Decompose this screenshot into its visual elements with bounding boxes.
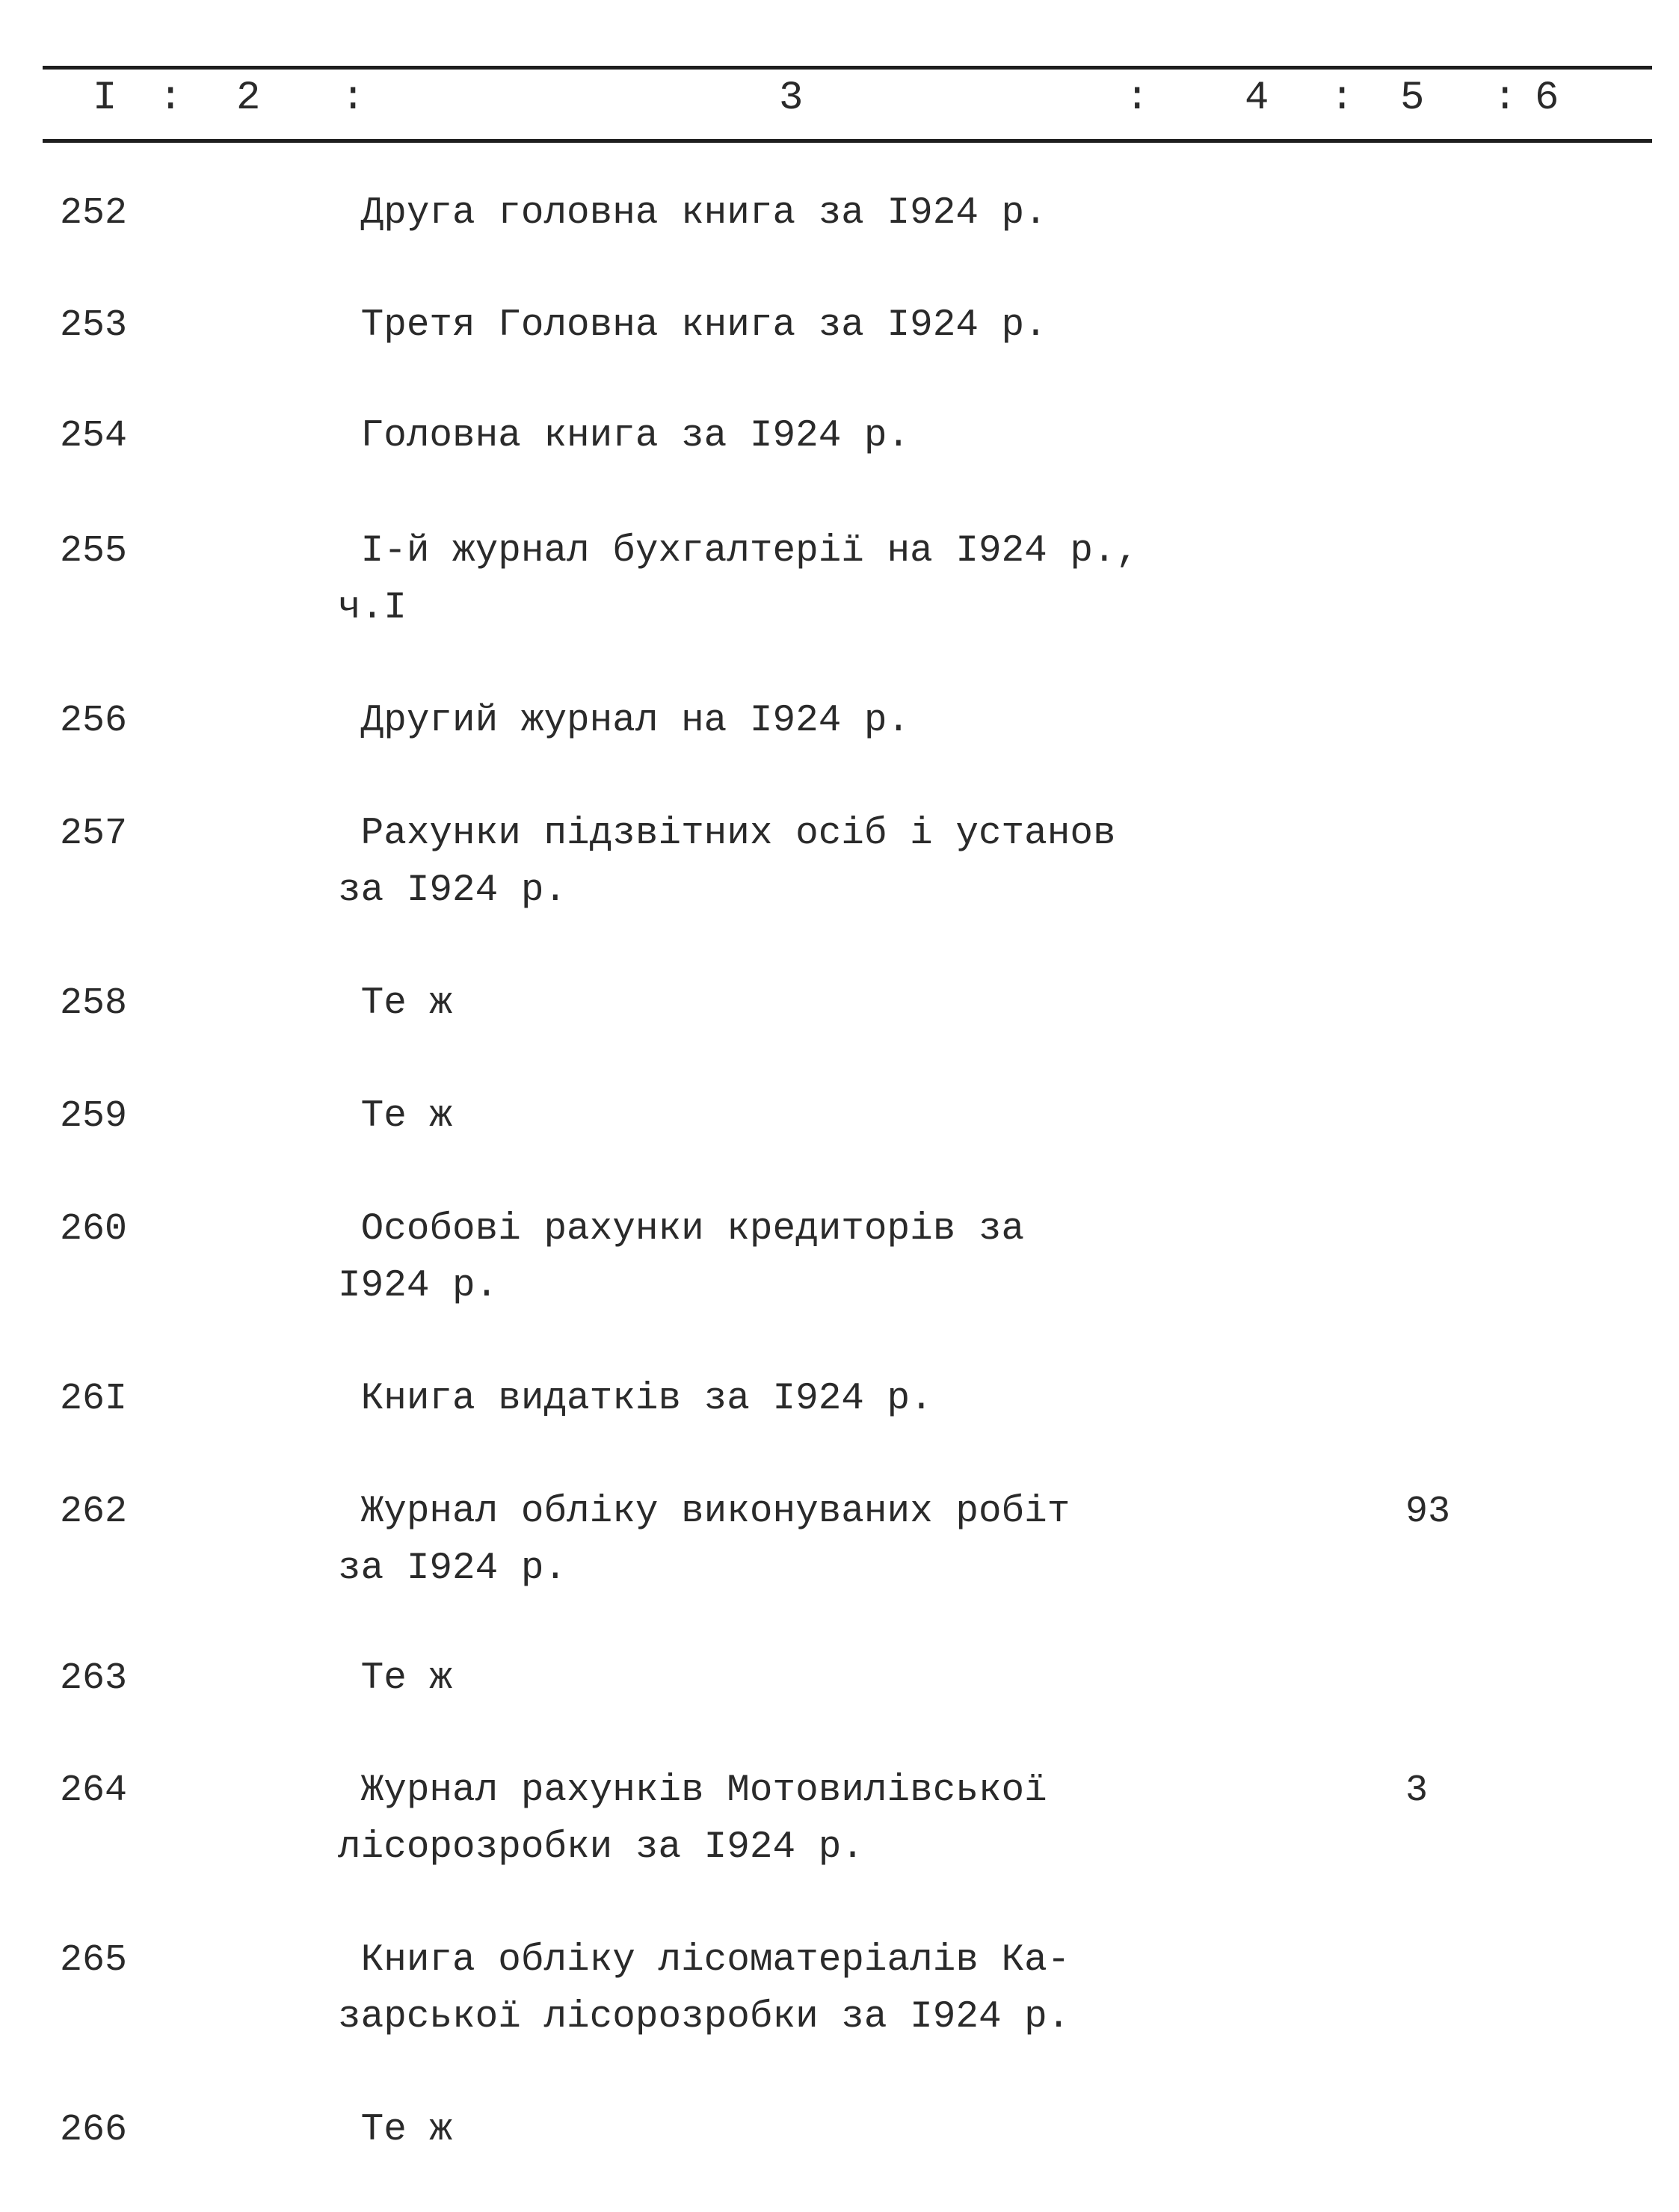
item-number: 264 bbox=[60, 1769, 128, 1812]
item-number: 26I bbox=[60, 1378, 128, 1420]
item-number: 265 bbox=[60, 1939, 128, 1982]
item-description: Журнал обліку виконуваних робіт за I924 р. bbox=[338, 1491, 1070, 1590]
item-number: 257 bbox=[60, 813, 128, 855]
item-number: 266 bbox=[60, 2109, 128, 2151]
header-col-3: 3 bbox=[779, 76, 804, 121]
header-col-6: 6 bbox=[1535, 76, 1559, 121]
item-description: Журнал рахунків Мотовилівської лісорозробки за I924 р. bbox=[338, 1769, 1047, 1869]
item-sheet-count: 93 bbox=[1405, 1491, 1451, 1533]
header-top-rule bbox=[43, 66, 1652, 70]
item-description: Друга головна книга за I924 р. bbox=[338, 192, 1047, 235]
header-separator: : bbox=[341, 76, 366, 121]
item-number: 259 bbox=[60, 1095, 128, 1138]
header-separator: : bbox=[1125, 76, 1150, 121]
item-number: 252 bbox=[60, 192, 128, 235]
item-description: Головна книга за I924 р. bbox=[338, 415, 911, 458]
header-separator: : bbox=[1330, 76, 1355, 121]
header-col-1: I bbox=[93, 76, 117, 121]
header-separator: : bbox=[158, 76, 183, 121]
item-description: Те ж bbox=[338, 1095, 453, 1138]
header-separator: : bbox=[1493, 76, 1518, 121]
item-number: 256 bbox=[60, 700, 128, 742]
item-number: 255 bbox=[60, 530, 128, 573]
item-number: 258 bbox=[60, 982, 128, 1025]
item-description: Книга видатків за I924 р. bbox=[338, 1378, 933, 1420]
item-number: 253 bbox=[60, 304, 128, 347]
item-description: Третя Головна книга за I924 р. bbox=[338, 304, 1047, 347]
header-col-5: 5 bbox=[1400, 76, 1425, 121]
header-col-4: 4 bbox=[1245, 76, 1269, 121]
item-number: 260 bbox=[60, 1208, 128, 1251]
item-description: Те ж bbox=[338, 2109, 453, 2151]
item-description: I-й журнал бухгалтерії на I924 р., ч.I bbox=[338, 530, 1139, 629]
header-col-2: 2 bbox=[236, 76, 261, 121]
item-description: Рахунки підзвітних осіб і установ за I924 р. bbox=[338, 813, 1116, 912]
item-number: 263 bbox=[60, 1657, 128, 1700]
item-number: 262 bbox=[60, 1491, 128, 1533]
item-description: Те ж bbox=[338, 982, 453, 1025]
item-description: Те ж bbox=[338, 1657, 453, 1700]
item-description: Другий журнал на I924 р. bbox=[338, 700, 911, 742]
item-description: Особові рахунки кредиторів за I924 р. bbox=[338, 1208, 1025, 1307]
header-bottom-rule bbox=[43, 139, 1652, 143]
item-sheet-count: 3 bbox=[1405, 1769, 1429, 1812]
item-number: 254 bbox=[60, 415, 128, 458]
item-description: Книга обліку лісоматеріалів Ка- зарської лісорозробки за I924 р. bbox=[338, 1939, 1070, 2039]
